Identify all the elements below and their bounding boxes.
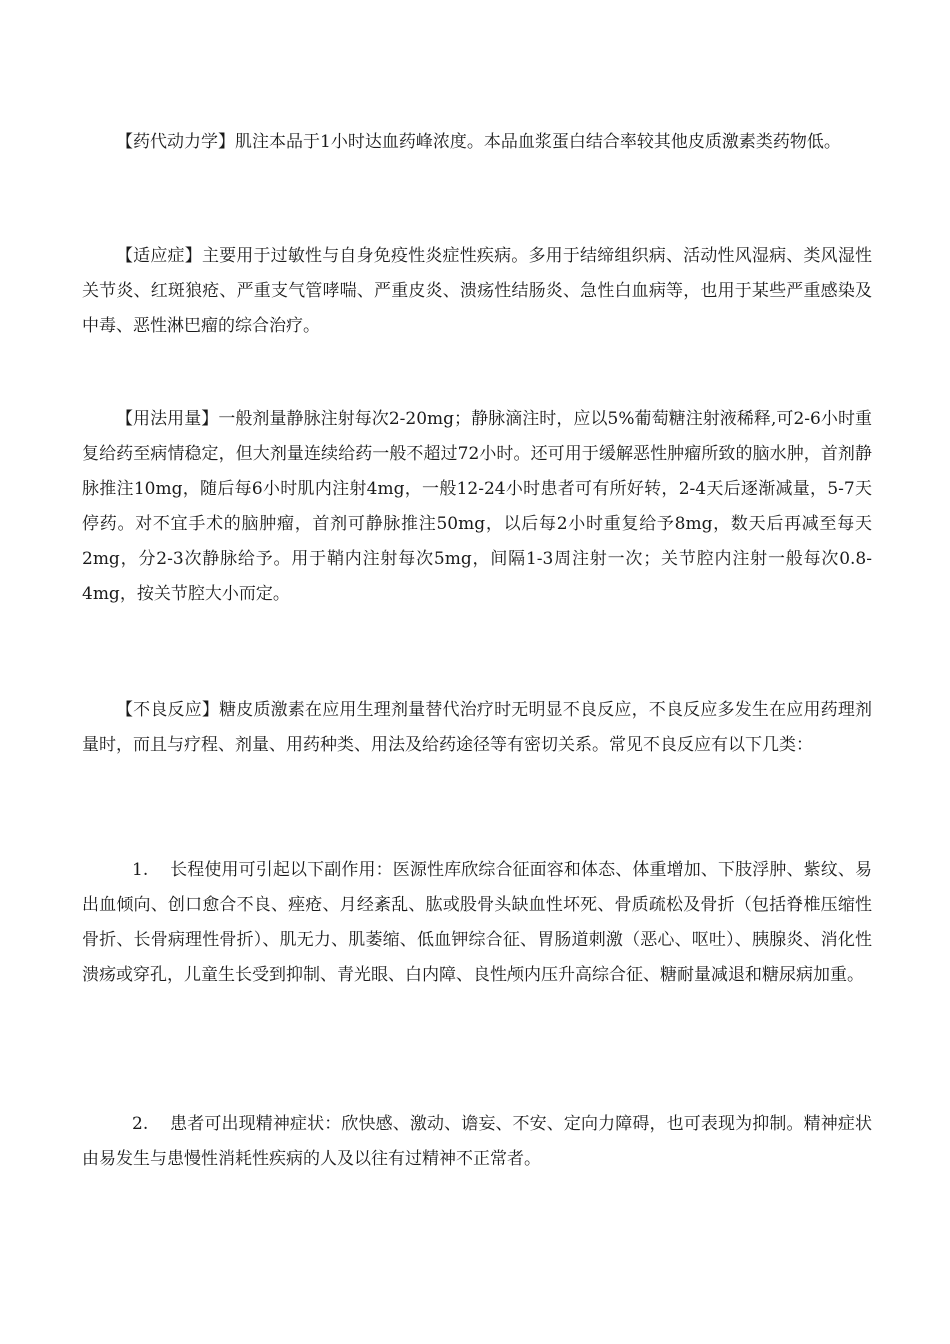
section-text: 主要用于过敏性与自身免疫性炎症性疾病。多用于结缔组织病、活动性风湿病、类风湿性关节炎、红斑狼疮、严重支气管哮喘、严重皮炎、溃疡性结肠炎、急性白血病等，也用于某些严重感染及中毒、恶性淋巴瘤的综合治疗。 [82, 246, 873, 336]
section-label: 【适应症】 [116, 246, 202, 266]
section-adverse-reactions [82, 693, 872, 763]
list-number: 1. [132, 860, 149, 880]
list-number: 2. [132, 1114, 149, 1134]
list-text: 长程使用可引起以下副作用：医源性库欣综合征面容和体态、体重增加、下肢浮肿、紫纹、易出血倾向、创口愈合不良、痤疮、月经紊乱、肱或股骨头缺血性坏死、骨质疏松及骨折（包括脊椎压缩性骨折、长骨病理性骨折）、肌无力、肌萎缩、低血钾综合征、胃肠道刺激（恶心、呕吐）、胰腺炎、消化性溃疡或穿孔，儿童生长受到抑制、青光眼、白内障、良性颅内压升高综合征、糖耐量减退和糖尿病加重。 [82, 860, 872, 985]
list-item-1 [82, 853, 872, 993]
section-label: 【用法用量】 [116, 409, 219, 429]
section-label: 【药代动力学】 [116, 132, 235, 152]
section-text: 糖皮质激素在应用生理剂量替代治疗时无明显不良反应，不良反应多发生在应用药理剂量时，而且与疗程、剂量、用药种类、用法及给药途径等有密切关系。常见不良反应有以下几类： [82, 700, 873, 755]
section-dosage [82, 402, 872, 612]
list-item-2 [82, 1107, 872, 1177]
section-indications [82, 239, 872, 344]
section-pharmacokinetics [82, 125, 872, 160]
list-text: 患者可出现精神症状：欣快感、激动、谵妄、不安、定向力障碍，也可表现为抑制。精神症状由易发生与患慢性消耗性疾病的人及以往有过精神不正常者。 [82, 1114, 872, 1169]
section-label: 【不良反应】 [116, 700, 220, 720]
section-text: 一般剂量静脉注射每次2-20mg；静脉滴注时，应以5%葡萄糖注射液稀释,可2-6小时重复给药至病情稳定，但大剂量连续给药一般不超过72小时。还可用于缓解恶性肿瘤所致的脑水肿，首剂静脉推注10mg，随后每6小时肌内注射4mg，一般12-24小时患者可有所好转，2-4天后逐渐减量，5-7天停药。对不宜手术的脑肿瘤，首剂可静脉推注50mg，以后每2小时重复给予8mg，数天后再减至每天2mg，分2-3次静脉给予。用于鞘内注射每次5mg，间隔1-3周注射一次；关节腔内注射一般每次0.8-4mg，按关节腔大小而定。 [82, 409, 873, 604]
section-text: 肌注本品于1小时达血药峰浓度。本品血浆蛋白结合率较其他皮质激素类药物低。 [235, 132, 841, 152]
